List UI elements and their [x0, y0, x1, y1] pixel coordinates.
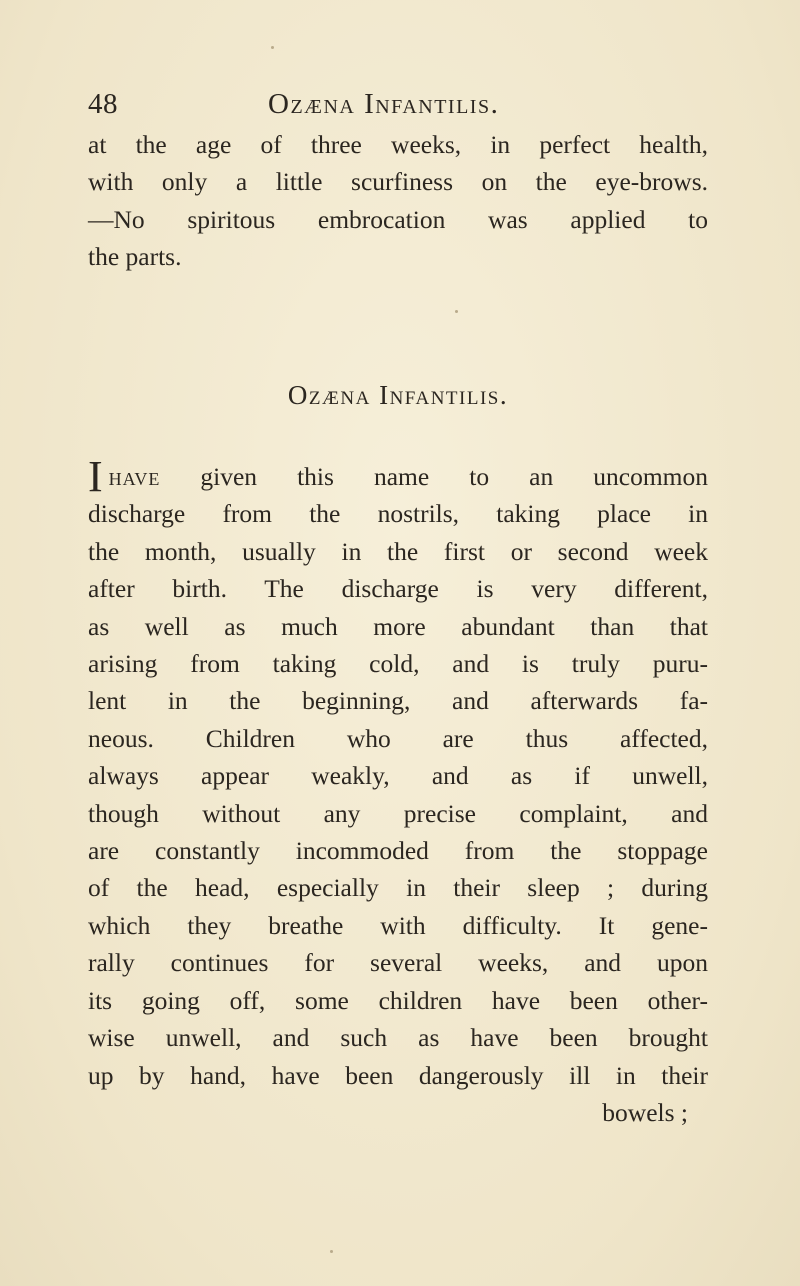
text-line: its going off, some children have been other-: [88, 985, 708, 1015]
small-caps-opening: have: [108, 462, 161, 491]
text-line: up by hand, have been dangerously ill in their: [88, 1060, 708, 1090]
catchword: bowels ;: [602, 1097, 688, 1127]
text-line: discharge from the nostrils, taking place in: [88, 499, 708, 529]
text-line: of the head, especially in their sleep ; during: [88, 873, 708, 903]
text-line: wise unwell, and such as have been brought: [88, 1023, 708, 1053]
first-line-rest: given this name to an uncommon: [200, 462, 709, 491]
text-line: after birth. The discharge is very different,: [88, 574, 708, 604]
text-line: arising from taking cold, and is truly puru-: [88, 649, 708, 679]
text-line: which they breathe with difficulty. It gene-: [88, 910, 708, 940]
paper-speck: [271, 46, 274, 49]
paper-speck: [455, 310, 458, 313]
text-line: —No spiritous embrocation was applied to: [88, 204, 708, 234]
first-text-line: [88, 452, 709, 501]
section-paragraph: [88, 452, 709, 1131]
text-line: always appear weakly, and as if unwell,: [88, 761, 708, 791]
text-line: as well as much more abundant than that: [88, 611, 708, 641]
text-line: though without any precise complaint, and: [88, 798, 708, 828]
text-line: with only a little scurfiness on the eye-brows.: [88, 167, 708, 197]
page-number: 48: [88, 88, 118, 120]
opening-paragraph: [88, 126, 708, 276]
text-line: at the age of three weeks, in perfect health,: [88, 130, 708, 159]
text-line: the month, usually in the first or second week: [88, 536, 708, 566]
drop-cap: I: [88, 452, 103, 501]
running-title: Ozæna Infantilis.: [268, 88, 500, 120]
section-heading: Ozæna Infantilis.: [287, 380, 509, 410]
paper-speck: [330, 1250, 333, 1253]
text-line: lent in the beginning, and afterwards fa-: [88, 686, 708, 716]
text-line: rally continues for several weeks, and upon: [88, 948, 708, 978]
running-head: [88, 84, 708, 128]
text-line: the parts.: [88, 242, 182, 272]
text-line: neous. Children who are thus affected,: [88, 723, 708, 753]
text-line: are constantly incommoded from the stoppage: [88, 836, 708, 866]
